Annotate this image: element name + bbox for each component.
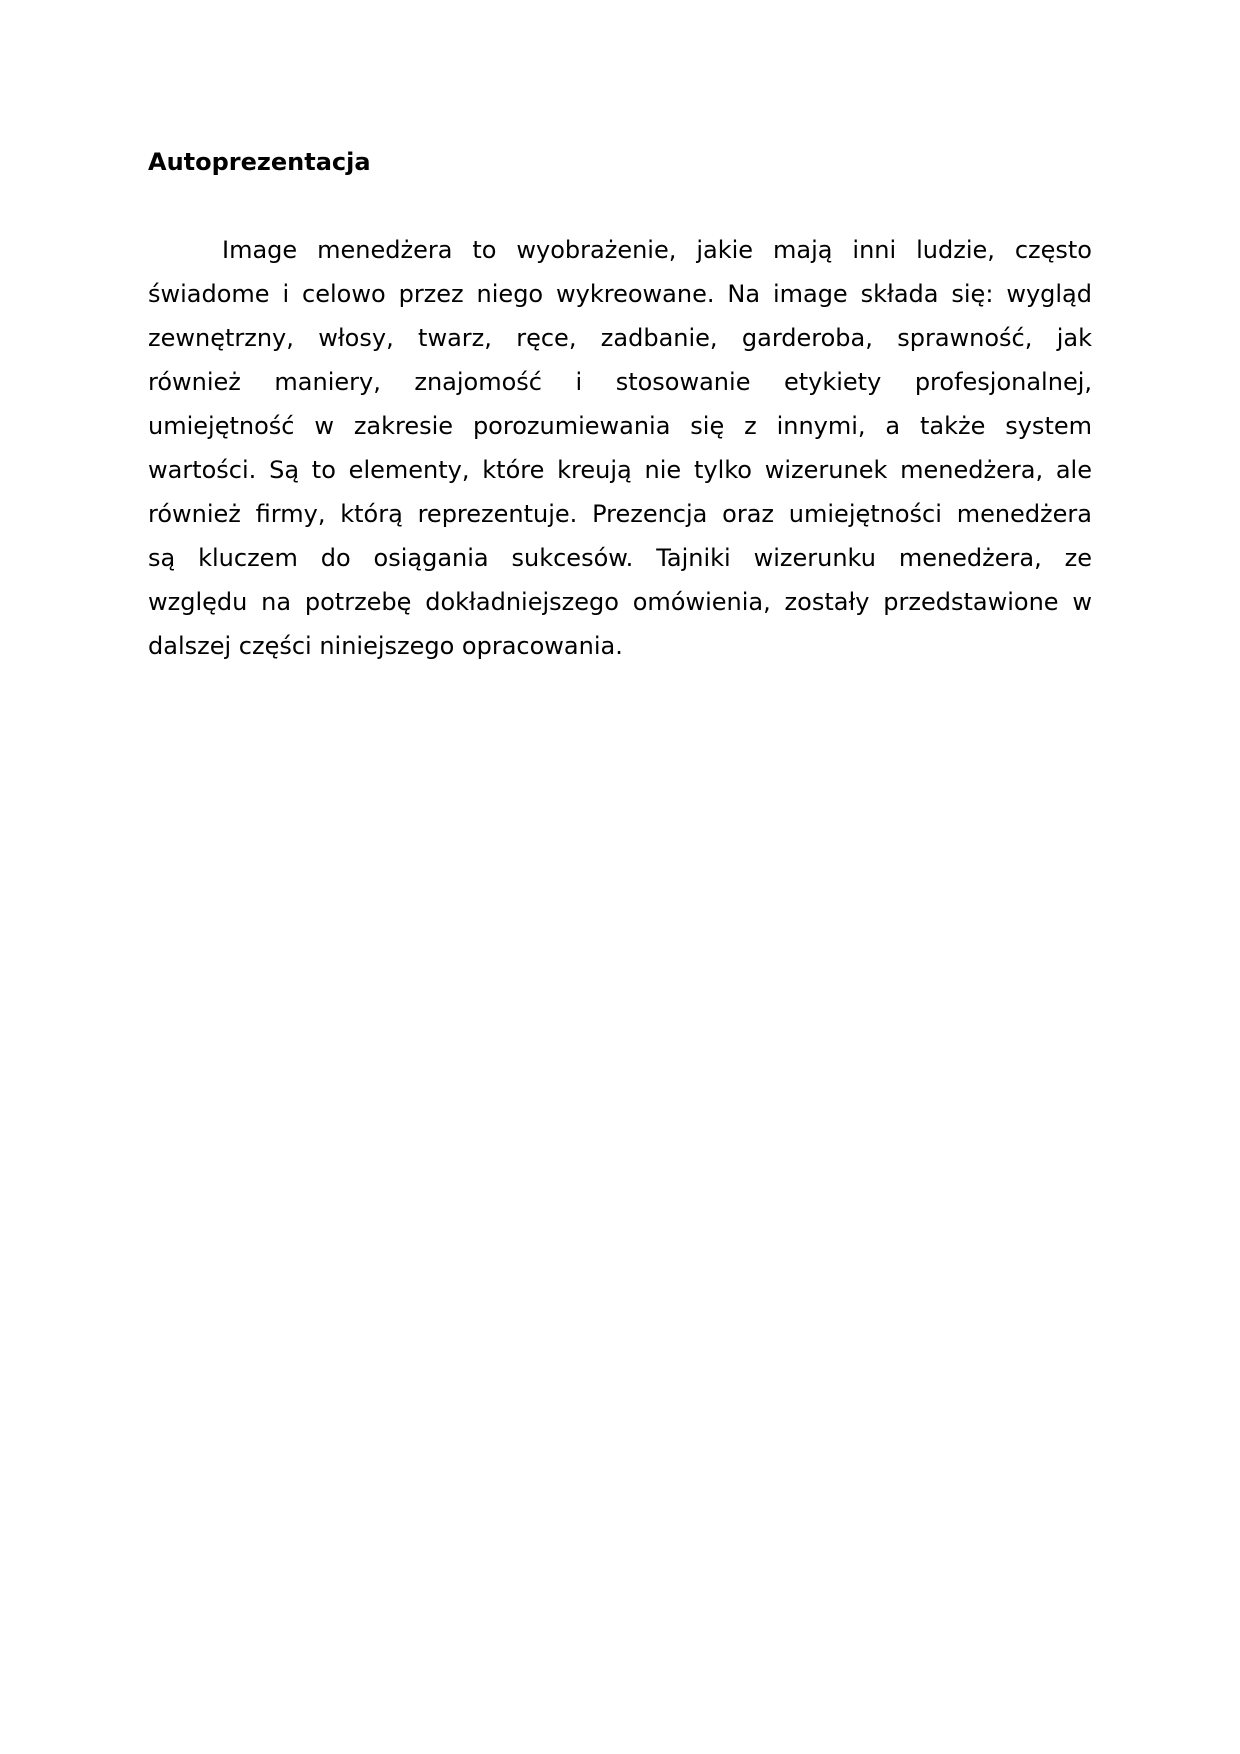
paragraph-line: świadome i celowo przez niego wykreowane. Na image składa się: wygląd xyxy=(148,280,1092,308)
paragraph-line: również firmy, którą reprezentuje. Prezencja oraz umiejętności menedżera xyxy=(148,500,1092,528)
paragraph-line: zewnętrzny, włosy, twarz, ręce, zadbanie, garderoba, sprawność, jak xyxy=(148,324,1092,352)
paragraph-line: wartości. Są to elementy, które kreują nie tylko wizerunek menedżera, ale xyxy=(148,456,1092,484)
paragraph-line: dalszej części niniejszego opracowania. xyxy=(148,632,623,660)
paragraph-line: są kluczem do osiągania sukcesów. Tajniki wizerunku menedżera, ze xyxy=(148,544,1092,572)
paragraph-line: również maniery, znajomość i stosowanie etykiety profesjonalnej, xyxy=(148,368,1092,396)
paragraph-line: względu na potrzebę dokładniejszego omówienia, zostały przedstawione w xyxy=(148,588,1092,616)
paragraph-line: Image menedżera to wyobrażenie, jakie mają inni ludzie, często xyxy=(222,236,1092,264)
document-title: Autoprezentacja xyxy=(148,148,371,176)
paragraph-line: umiejętność w zakresie porozumiewania się z innymi, a także system xyxy=(148,412,1092,440)
body-paragraph xyxy=(148,228,1092,668)
